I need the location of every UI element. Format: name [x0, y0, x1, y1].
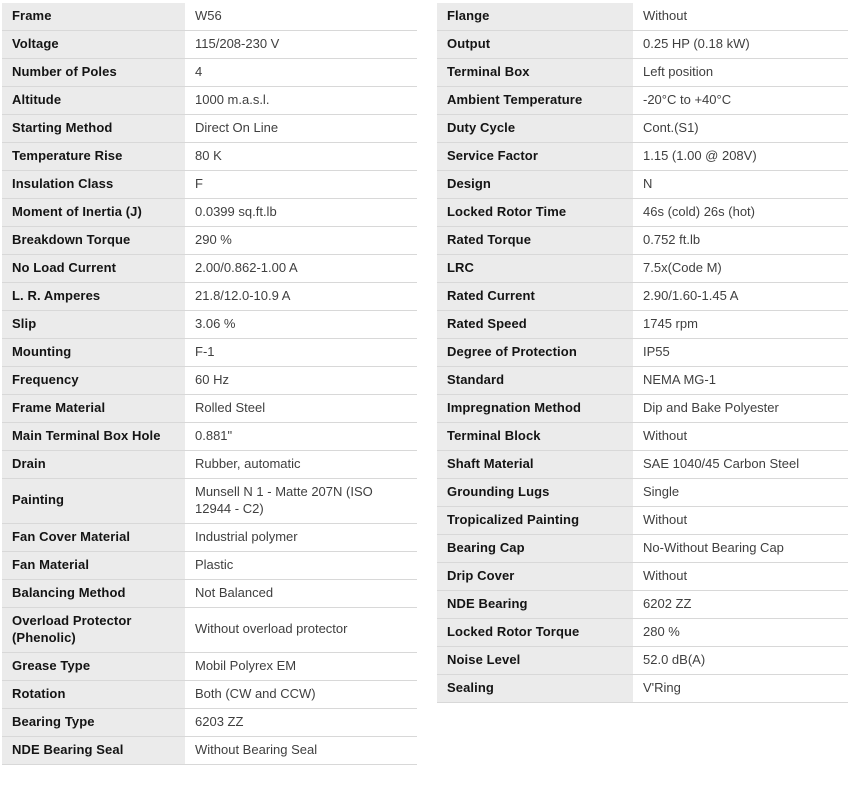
spec-value: SAE 1040/45 Carbon Steel [643, 456, 800, 472]
spec-value: 0.752 ft.lb [643, 232, 701, 248]
spec-value: Without [643, 428, 688, 444]
table-row [2, 311, 417, 339]
spec-value: NEMA MG-1 [643, 372, 716, 388]
table-row [437, 535, 848, 563]
table-row [437, 115, 848, 143]
spec-value: Not Balanced [195, 584, 274, 600]
table-row [437, 31, 848, 59]
spec-label: Painting [2, 479, 185, 523]
spec-label: Breakdown Torque [2, 227, 185, 254]
spec-value: Munsell N 1 - Matte 207N (ISO 12944 - C2) [195, 484, 373, 516]
spec-table-left [2, 3, 417, 765]
spec-value: 0.0399 sq.ft.lb [195, 204, 277, 220]
table-row [2, 479, 417, 524]
spec-label: Locked Rotor Torque [437, 619, 633, 646]
table-row [437, 227, 848, 255]
spec-label: Drip Cover [437, 563, 633, 590]
table-row [2, 552, 417, 580]
spec-label: Flange [437, 3, 633, 30]
spec-value: Single [643, 484, 680, 500]
spec-label: LRC [437, 255, 633, 282]
table-row [2, 171, 417, 199]
spec-label: Balancing Method [2, 580, 185, 607]
spec-value: W56 [195, 8, 222, 24]
table-row [2, 283, 417, 311]
spec-value: 21.8/12.0-10.9 A [195, 288, 291, 304]
spec-value: 6203 ZZ [195, 713, 244, 729]
spec-label: Fan Cover Material [2, 524, 185, 551]
table-row [2, 709, 417, 737]
spec-label: Starting Method [2, 115, 185, 142]
spec-value: Mobil Polyrex EM [195, 657, 297, 673]
spec-value: Without [643, 512, 688, 528]
spec-value: Dip and Bake Polyester [643, 400, 779, 416]
spec-label: Locked Rotor Time [437, 199, 633, 226]
spec-label: Drain [2, 451, 185, 478]
spec-label: Service Factor [437, 143, 633, 170]
spec-label: L. R. Amperes [2, 283, 185, 310]
spec-label: Frame Material [2, 395, 185, 422]
spec-label: Main Terminal Box Hole [2, 423, 185, 450]
spec-value: No-Without Bearing Cap [643, 540, 784, 556]
spec-label: Terminal Box [437, 59, 633, 86]
table-row [437, 591, 848, 619]
spec-value: 2.00/0.862-1.00 A [195, 260, 298, 276]
table-row [437, 479, 848, 507]
spec-label: Standard [437, 367, 633, 394]
spec-label: Rotation [2, 681, 185, 708]
table-row [437, 255, 848, 283]
spec-label: NDE Bearing Seal [2, 737, 185, 764]
table-row [437, 339, 848, 367]
table-row [2, 580, 417, 608]
spec-label: Rated Speed [437, 311, 633, 338]
spec-value: F-1 [195, 344, 215, 360]
spec-table-right [437, 3, 848, 703]
table-row [437, 647, 848, 675]
spec-value: 280 % [643, 624, 680, 640]
spec-value: 290 % [195, 232, 232, 248]
spec-value: 7.5x(Code M) [643, 260, 722, 276]
spec-label: Altitude [2, 87, 185, 114]
spec-value: Direct On Line [195, 120, 279, 136]
spec-value: 4 [195, 64, 203, 80]
table-row [437, 3, 848, 31]
table-row [2, 367, 417, 395]
table-row [2, 395, 417, 423]
spec-label: Grease Type [2, 653, 185, 680]
table-row [2, 451, 417, 479]
table-row [2, 31, 417, 59]
spec-label: No Load Current [2, 255, 185, 282]
spec-value: Without overload protector [195, 621, 348, 637]
spec-label: Voltage [2, 31, 185, 58]
spec-label: Tropicalized Painting [437, 507, 633, 534]
spec-value: 0.25 HP (0.18 kW) [643, 36, 750, 52]
table-row [2, 339, 417, 367]
spec-label: Duty Cycle [437, 115, 633, 142]
spec-value: Both (CW and CCW) [195, 685, 316, 701]
table-row [437, 199, 848, 227]
spec-label: Degree of Protection [437, 339, 633, 366]
spec-value: Industrial polymer [195, 528, 298, 544]
table-row [437, 283, 848, 311]
table-row [2, 255, 417, 283]
spec-value: Without Bearing Seal [195, 741, 318, 757]
table-row [2, 423, 417, 451]
spec-label: Ambient Temperature [437, 87, 633, 114]
spec-value: 1.15 (1.00 @ 208V) [643, 148, 757, 164]
table-row [437, 87, 848, 115]
table-row [437, 619, 848, 647]
table-row [2, 87, 417, 115]
spec-value: Rubber, automatic [195, 456, 301, 472]
spec-value: 2.90/1.60-1.45 A [643, 288, 739, 304]
spec-label: Design [437, 171, 633, 198]
table-row [437, 423, 848, 451]
spec-label: Rated Current [437, 283, 633, 310]
spec-value: 3.06 % [195, 316, 236, 332]
spec-value: Without [643, 8, 688, 24]
spec-label: Frame [2, 3, 185, 30]
table-row [437, 143, 848, 171]
table-row [2, 143, 417, 171]
spec-label: Temperature Rise [2, 143, 185, 170]
spec-value: Without [643, 568, 688, 584]
table-row [2, 3, 417, 31]
table-row [2, 653, 417, 681]
spec-label: Shaft Material [437, 451, 633, 478]
spec-value: 46s (cold) 26s (hot) [643, 204, 755, 220]
spec-label: Mounting [2, 339, 185, 366]
table-row [437, 59, 848, 87]
spec-label: Output [437, 31, 633, 58]
table-row [437, 171, 848, 199]
table-row [2, 227, 417, 255]
spec-value: 1745 rpm [643, 316, 698, 332]
table-row [2, 115, 417, 143]
spec-label: Insulation Class [2, 171, 185, 198]
table-row [437, 395, 848, 423]
spec-value: Rolled Steel [195, 400, 266, 416]
spec-value: F [195, 176, 203, 192]
table-row [2, 199, 417, 227]
spec-label: Moment of Inertia (J) [2, 199, 185, 226]
spec-value: 52.0 dB(A) [643, 652, 706, 668]
spec-label: Frequency [2, 367, 185, 394]
spec-label: Overload Protector (Phenolic) [2, 608, 185, 652]
table-row [437, 367, 848, 395]
spec-label: Impregnation Method [437, 395, 633, 422]
spec-label: Noise Level [437, 647, 633, 674]
table-row [2, 737, 417, 765]
spec-value: 80 K [195, 148, 222, 164]
spec-value: 1000 m.a.s.l. [195, 92, 270, 108]
spec-value: Cont.(S1) [643, 120, 699, 136]
spec-value: IP55 [643, 344, 670, 360]
spec-value: N [643, 176, 653, 192]
table-row [437, 675, 848, 703]
spec-value: 0.881" [195, 428, 233, 444]
table-row [2, 524, 417, 552]
table-row [437, 507, 848, 535]
spec-value: 60 Hz [195, 372, 229, 388]
spec-label: Bearing Type [2, 709, 185, 736]
table-row [2, 608, 417, 653]
spec-label: Fan Material [2, 552, 185, 579]
spec-value: Plastic [195, 556, 234, 572]
spec-label: Slip [2, 311, 185, 338]
spec-value: -20°C to +40°C [643, 92, 732, 108]
spec-label: Terminal Block [437, 423, 633, 450]
table-row [2, 59, 417, 87]
spec-value: Left position [643, 64, 714, 80]
spec-label: NDE Bearing [437, 591, 633, 618]
table-row [437, 451, 848, 479]
spec-label: Bearing Cap [437, 535, 633, 562]
spec-value: 115/208-230 V [195, 36, 280, 52]
spec-label: Grounding Lugs [437, 479, 633, 506]
spec-label: Rated Torque [437, 227, 633, 254]
table-row [437, 563, 848, 591]
spec-label: Sealing [437, 675, 633, 702]
spec-value: V'Ring [643, 680, 681, 696]
spec-label: Number of Poles [2, 59, 185, 86]
table-row [2, 681, 417, 709]
table-row [437, 311, 848, 339]
spec-value: 6202 ZZ [643, 596, 692, 612]
